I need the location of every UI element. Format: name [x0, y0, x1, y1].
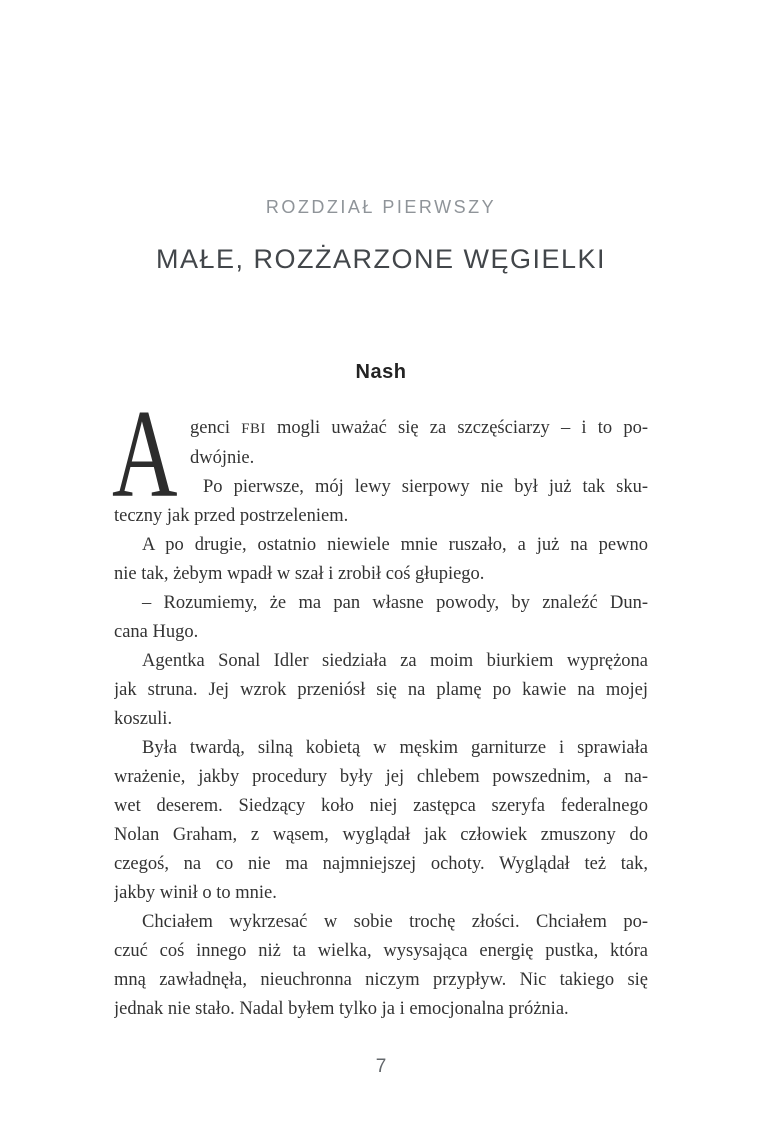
chapter-label: ROZDZIAŁ PIERWSZY: [265, 197, 497, 217]
text-line: Była twardą, silną kobietą w męskim garniturze i sprawiała: [142, 738, 648, 758]
text-line: Chciałem wykrzesać w sobie trochę złości. Chciałem po-: [142, 912, 648, 932]
page-number: 7: [375, 1056, 387, 1077]
text-line: A po drugie, ostatnio niewiele mnie ruszało, a już na pewno: [142, 535, 648, 555]
body-text: [112, 385, 648, 1024]
text-line: jednak nie stało. Nadal byłem tylko ja i emocjonalna próżnia.: [114, 999, 569, 1019]
paragraph: [114, 908, 648, 1024]
chapter-title: MAŁE, ROZŻARZONE WĘGIELKI: [155, 244, 607, 274]
section-title: Nash: [355, 361, 407, 383]
text-line: Nolan Graham, z wąsem, wyglądał jak człowiek zmuszony do: [114, 825, 648, 845]
paragraphs: [114, 414, 648, 1024]
text-line: wet deserem. Siedzący koło niej zastępca szeryfa federalnego: [114, 796, 648, 816]
paragraph: [114, 414, 648, 473]
text-line: – Rozumiemy, że ma pan własne powody, by znaleźć Dun-: [142, 593, 648, 613]
text-line: wrażenie, jakby procedury były jej chlebem powszednim, a na-: [114, 767, 648, 787]
text-line: cana Hugo.: [114, 622, 199, 642]
drop-cap: A: [112, 385, 178, 524]
paragraph: [114, 473, 648, 531]
text-line: dwójnie.: [190, 448, 255, 468]
text-line: nie tak, żebym wpadł w szał i zrobił coś głupiego.: [114, 564, 485, 584]
paragraph: [114, 531, 648, 589]
text-line: koszuli.: [114, 709, 173, 729]
paragraph: [114, 647, 648, 734]
text-line: teczny jak przed postrzeleniem.: [114, 506, 349, 526]
text-line: Agentka Sonal Idler siedziała za moim biurkiem wyprężona: [142, 651, 648, 671]
text-line: czuć coś innego niż ta wielka, wysysająca energię pustka, która: [114, 941, 648, 961]
page-content: [112, 0, 648, 1077]
text-line: genci FBI mogli uważać się za szczęściarzy – i to po-: [190, 418, 648, 438]
text-line: jak struna. Jej wzrok przeniósł się na plamę po kawie na mojej: [114, 680, 648, 700]
smallcaps-text: FBI: [241, 421, 266, 437]
text-line: czegoś, na co nie ma najmniejszej ochoty. Wyglądał też tak,: [114, 854, 648, 874]
paragraph: [114, 589, 648, 647]
text-line: mną zawładnęła, nieuchronna niczym przypływ. Nic takiego się: [114, 970, 648, 990]
text-line: jakby winił o to mnie.: [114, 883, 277, 903]
text-line: Po pierwsze, mój lewy sierpowy nie był już tak sku-: [203, 477, 648, 497]
paragraph: [114, 734, 648, 908]
